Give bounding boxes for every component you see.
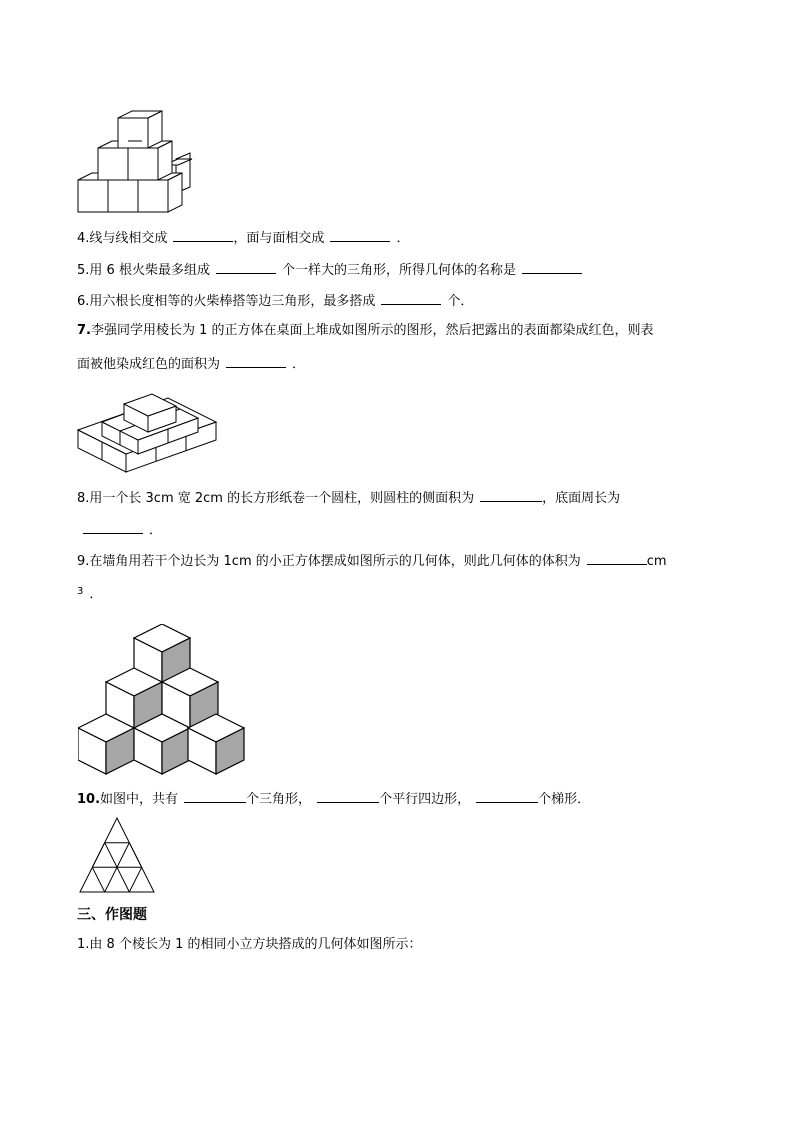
q9-number: 9. — [77, 554, 90, 569]
q10-text-c: 个平行四边形， — [379, 792, 471, 807]
q6-number: 6. — [77, 294, 90, 309]
question-8-line-1 — [77, 489, 620, 507]
q5-number: 5. — [77, 263, 90, 278]
question-7-line-1 — [77, 323, 654, 339]
s3q1-text: 由 8 个棱长为 1 的相同小立方块搭成的几何体如图所示： — [89, 937, 422, 952]
q10-text-b: 个三角形， — [246, 792, 312, 807]
q4-blank-1[interactable] — [173, 229, 233, 242]
q4-number: 4. — [77, 231, 90, 246]
q9-blank-1[interactable] — [587, 552, 647, 565]
cube-stack-figure-3 — [78, 624, 246, 776]
question-6 — [77, 292, 473, 310]
q7-blank-1[interactable] — [226, 355, 286, 368]
q10-text-d: 个梯形． — [538, 792, 591, 807]
q8-text-b: ，底面周长为 — [542, 491, 621, 506]
cube-stack-figure-1 — [76, 105, 196, 215]
question-8-line-2 — [83, 521, 162, 539]
q10-blank-3[interactable] — [476, 790, 538, 803]
section-3-heading: 三、作图题 — [77, 907, 147, 923]
q8-text-c: ． — [149, 523, 163, 538]
triangle-grid-figure — [78, 816, 158, 896]
q9-text-a: 在墙角用若干个边长为 1cm 的小正方体摆成如图所示的几何体，则此几何体的体积为 — [89, 554, 581, 569]
q6-blank-1[interactable] — [381, 292, 441, 305]
question-10 — [77, 790, 590, 808]
question-7-line-2 — [77, 355, 305, 373]
q7-text-b: 面被他染成红色的面积为 — [77, 357, 221, 372]
question-4 — [77, 229, 409, 247]
q8-blank-2[interactable] — [83, 521, 143, 534]
q4-text-c: ． — [396, 231, 410, 246]
question-9-line-2 — [77, 584, 102, 603]
q9-superscript: 3 — [77, 586, 84, 597]
q8-text-a: 用一个长 3cm 宽 2cm 的长方形纸卷一个圆柱，则圆柱的侧面积为 — [89, 491, 475, 506]
q4-blank-2[interactable] — [330, 229, 390, 242]
q7-text-a: 李强同学用棱长为 1 的正方体在桌面上堆成如图所示的图形，然后把露出的表面都染成红色，则表 — [90, 323, 654, 338]
q5-blank-1[interactable] — [216, 261, 276, 274]
q10-number: 10. — [77, 792, 101, 807]
question-5 — [77, 261, 582, 279]
question-9-line-1 — [77, 552, 667, 570]
q7-number: 7. — [77, 323, 91, 338]
q5-text-a: 用 6 根火柴最多组成 — [89, 263, 210, 278]
cube-stack-figure-2 — [76, 382, 222, 474]
q6-text-b: 个． — [447, 294, 474, 309]
q4-text-a: 线与线相交成 — [89, 231, 168, 246]
q9-text-d: ． — [89, 587, 103, 602]
q6-text-a: 用六根长度相等的火柴棒搭等边三角形，最多搭成 — [89, 294, 376, 309]
q10-blank-2[interactable] — [317, 790, 379, 803]
q10-text-a: 如图中，共有 — [100, 792, 179, 807]
q4-text-b: ，面与面相交成 — [233, 231, 325, 246]
q10-blank-1[interactable] — [184, 790, 246, 803]
q8-blank-1[interactable] — [480, 489, 542, 502]
q8-number: 8. — [77, 491, 90, 506]
s3q1-number: 1. — [77, 937, 90, 952]
section-3-question-1 — [77, 937, 421, 953]
q5-text-b: 个一样大的三角形，所得几何体的名称是 — [281, 263, 516, 278]
q7-text-c: ． — [292, 357, 306, 372]
q5-blank-2[interactable] — [522, 261, 582, 274]
q9-text-b: cm — [646, 554, 667, 569]
